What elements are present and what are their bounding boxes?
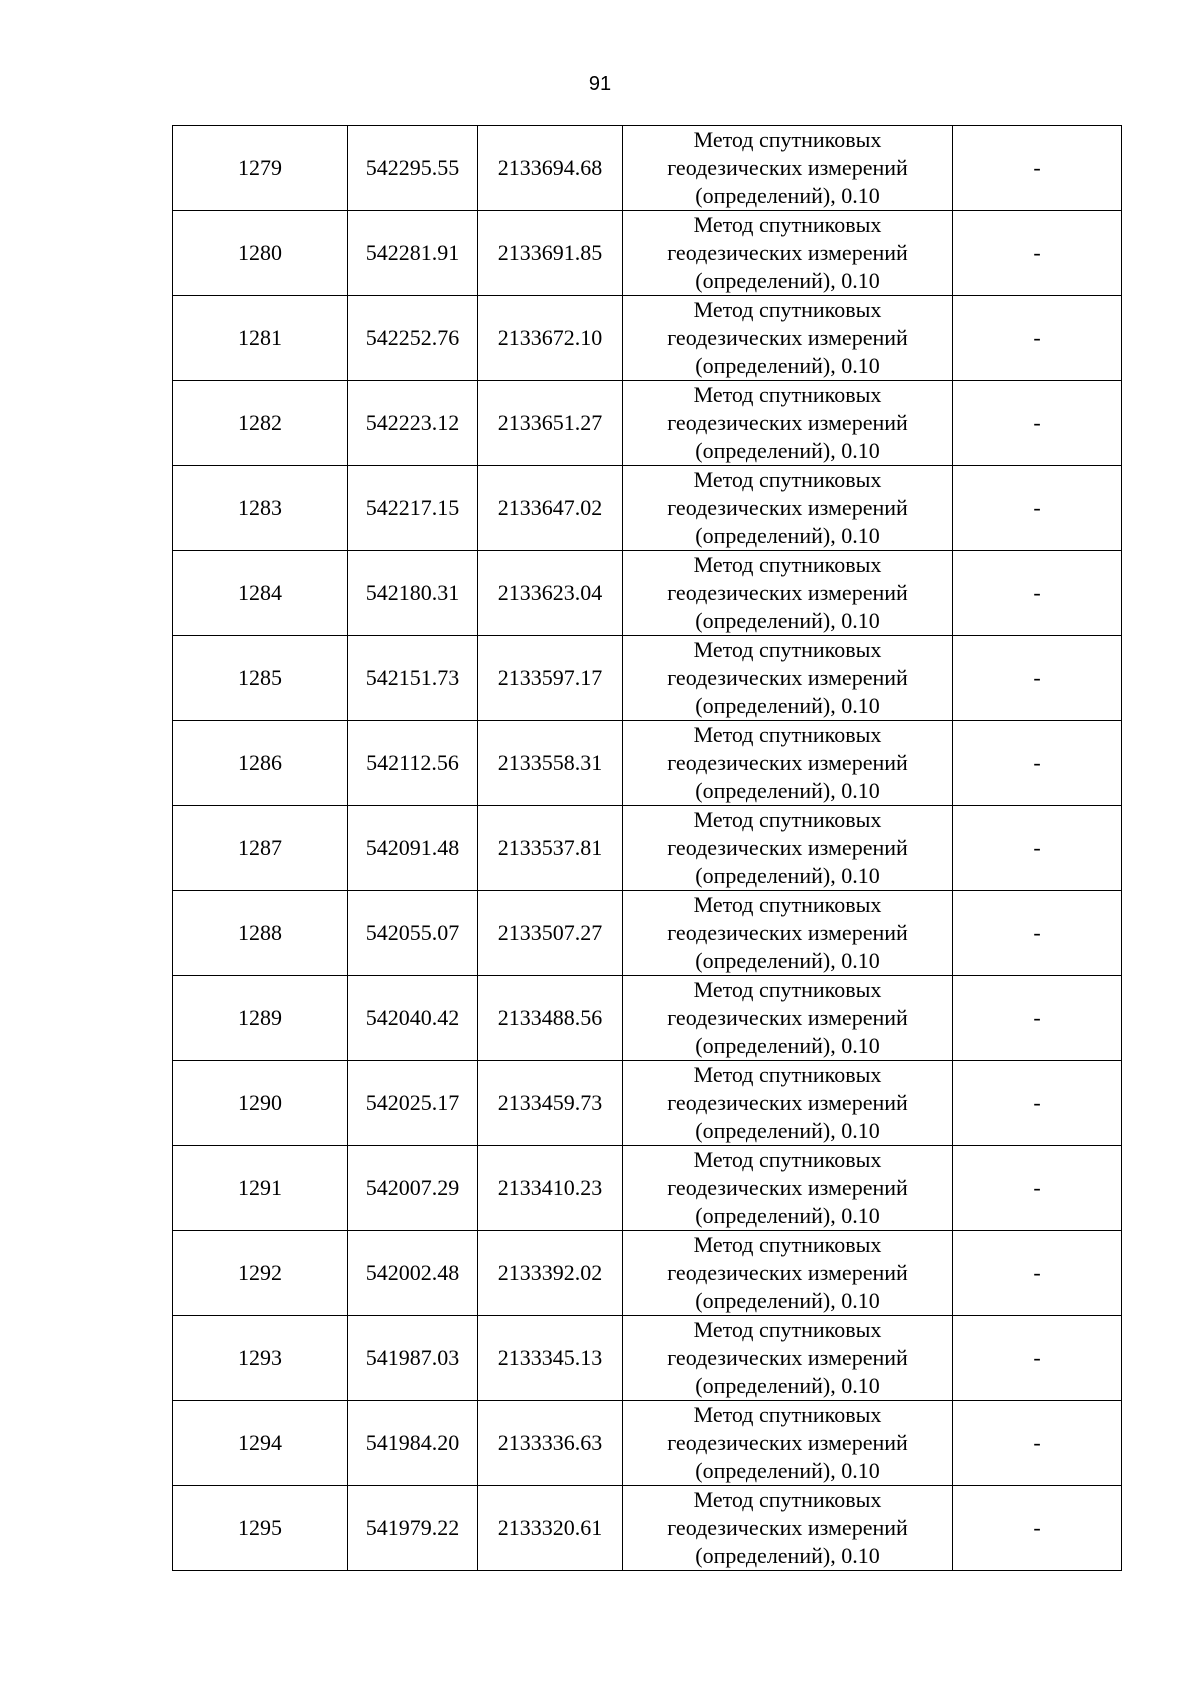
note-cell: - xyxy=(953,1146,1122,1231)
note-cell: - xyxy=(953,551,1122,636)
x-coordinate-cell: 542112.56 xyxy=(348,721,478,806)
x-coordinate-cell: 542040.42 xyxy=(348,976,478,1061)
point-number-cell: 1287 xyxy=(173,806,348,891)
point-number-cell: 1291 xyxy=(173,1146,348,1231)
method-cell: Метод спутниковых геодезических измерений (определений), 0.10 xyxy=(623,381,953,466)
table-row xyxy=(173,976,1122,1061)
table-row xyxy=(173,636,1122,721)
y-coordinate-cell: 2133623.04 xyxy=(478,551,623,636)
x-coordinate-cell: 541987.03 xyxy=(348,1316,478,1401)
y-coordinate-cell: 2133320.61 xyxy=(478,1486,623,1571)
x-coordinate-cell: 542281.91 xyxy=(348,211,478,296)
point-number-cell: 1281 xyxy=(173,296,348,381)
note-cell: - xyxy=(953,296,1122,381)
note-cell: - xyxy=(953,381,1122,466)
method-cell: Метод спутниковых геодезических измерений (определений), 0.10 xyxy=(623,211,953,296)
point-number-cell: 1283 xyxy=(173,466,348,551)
y-coordinate-cell: 2133336.63 xyxy=(478,1401,623,1486)
table-row xyxy=(173,1231,1122,1316)
method-cell: Метод спутниковых геодезических измерений (определений), 0.10 xyxy=(623,466,953,551)
method-cell: Метод спутниковых геодезических измерений (определений), 0.10 xyxy=(623,551,953,636)
x-coordinate-cell: 542180.31 xyxy=(348,551,478,636)
x-coordinate-cell: 542025.17 xyxy=(348,1061,478,1146)
y-coordinate-cell: 2133647.02 xyxy=(478,466,623,551)
y-coordinate-cell: 2133507.27 xyxy=(478,891,623,976)
note-cell: - xyxy=(953,1316,1122,1401)
point-number-cell: 1295 xyxy=(173,1486,348,1571)
table-row xyxy=(173,721,1122,806)
x-coordinate-cell: 542007.29 xyxy=(348,1146,478,1231)
y-coordinate-cell: 2133459.73 xyxy=(478,1061,623,1146)
table-row xyxy=(173,1061,1122,1146)
method-cell: Метод спутниковых геодезических измерений (определений), 0.10 xyxy=(623,1231,953,1316)
x-coordinate-cell: 542217.15 xyxy=(348,466,478,551)
y-coordinate-cell: 2133694.68 xyxy=(478,126,623,211)
point-number-cell: 1289 xyxy=(173,976,348,1061)
method-cell: Метод спутниковых геодезических измерений (определений), 0.10 xyxy=(623,1061,953,1146)
y-coordinate-cell: 2133691.85 xyxy=(478,211,623,296)
point-number-cell: 1292 xyxy=(173,1231,348,1316)
method-cell: Метод спутниковых геодезических измерений (определений), 0.10 xyxy=(623,636,953,721)
method-cell: Метод спутниковых геодезических измерений (определений), 0.10 xyxy=(623,296,953,381)
x-coordinate-cell: 541979.22 xyxy=(348,1486,478,1571)
point-number-cell: 1286 xyxy=(173,721,348,806)
x-coordinate-cell: 542252.76 xyxy=(348,296,478,381)
note-cell: - xyxy=(953,1486,1122,1571)
point-number-cell: 1280 xyxy=(173,211,348,296)
note-cell: - xyxy=(953,721,1122,806)
table-row xyxy=(173,806,1122,891)
table-row xyxy=(173,891,1122,976)
note-cell: - xyxy=(953,976,1122,1061)
x-coordinate-cell: 541984.20 xyxy=(348,1401,478,1486)
table-row xyxy=(173,211,1122,296)
method-cell: Метод спутниковых геодезических измерений (определений), 0.10 xyxy=(623,976,953,1061)
y-coordinate-cell: 2133597.17 xyxy=(478,636,623,721)
method-cell: Метод спутниковых геодезических измерений (определений), 0.10 xyxy=(623,806,953,891)
point-number-cell: 1294 xyxy=(173,1401,348,1486)
note-cell: - xyxy=(953,636,1122,721)
note-cell: - xyxy=(953,126,1122,211)
x-coordinate-cell: 542295.55 xyxy=(348,126,478,211)
note-cell: - xyxy=(953,891,1122,976)
x-coordinate-cell: 542223.12 xyxy=(348,381,478,466)
x-coordinate-cell: 542151.73 xyxy=(348,636,478,721)
table-row xyxy=(173,296,1122,381)
note-cell: - xyxy=(953,806,1122,891)
note-cell: - xyxy=(953,1401,1122,1486)
point-number-cell: 1285 xyxy=(173,636,348,721)
page-number: 91 xyxy=(588,73,612,95)
point-number-cell: 1288 xyxy=(173,891,348,976)
method-cell: Метод спутниковых геодезических измерений (определений), 0.10 xyxy=(623,1401,953,1486)
method-cell: Метод спутниковых геодезических измерений (определений), 0.10 xyxy=(623,1146,953,1231)
table-body xyxy=(173,126,1122,1571)
point-number-cell: 1293 xyxy=(173,1316,348,1401)
note-cell: - xyxy=(953,211,1122,296)
method-cell: Метод спутниковых геодезических измерений (определений), 0.10 xyxy=(623,891,953,976)
x-coordinate-cell: 542002.48 xyxy=(348,1231,478,1316)
y-coordinate-cell: 2133558.31 xyxy=(478,721,623,806)
x-coordinate-cell: 542055.07 xyxy=(348,891,478,976)
y-coordinate-cell: 2133672.10 xyxy=(478,296,623,381)
table-row xyxy=(173,1146,1122,1231)
y-coordinate-cell: 2133651.27 xyxy=(478,381,623,466)
point-number-cell: 1279 xyxy=(173,126,348,211)
method-cell: Метод спутниковых геодезических измерений (определений), 0.10 xyxy=(623,721,953,806)
point-number-cell: 1282 xyxy=(173,381,348,466)
y-coordinate-cell: 2133345.13 xyxy=(478,1316,623,1401)
method-cell: Метод спутниковых геодезических измерений (определений), 0.10 xyxy=(623,1486,953,1571)
table-row xyxy=(173,1486,1122,1571)
table-row xyxy=(173,466,1122,551)
y-coordinate-cell: 2133410.23 xyxy=(478,1146,623,1231)
x-coordinate-cell: 542091.48 xyxy=(348,806,478,891)
note-cell: - xyxy=(953,1231,1122,1316)
table-row xyxy=(173,551,1122,636)
method-cell: Метод спутниковых геодезических измерений (определений), 0.10 xyxy=(623,126,953,211)
coordinates-table xyxy=(172,125,1122,1571)
y-coordinate-cell: 2133392.02 xyxy=(478,1231,623,1316)
table-row xyxy=(173,1401,1122,1486)
table-row xyxy=(173,381,1122,466)
y-coordinate-cell: 2133537.81 xyxy=(478,806,623,891)
point-number-cell: 1290 xyxy=(173,1061,348,1146)
table-row xyxy=(173,126,1122,211)
note-cell: - xyxy=(953,1061,1122,1146)
table-row xyxy=(173,1316,1122,1401)
y-coordinate-cell: 2133488.56 xyxy=(478,976,623,1061)
point-number-cell: 1284 xyxy=(173,551,348,636)
method-cell: Метод спутниковых геодезических измерений (определений), 0.10 xyxy=(623,1316,953,1401)
note-cell: - xyxy=(953,466,1122,551)
